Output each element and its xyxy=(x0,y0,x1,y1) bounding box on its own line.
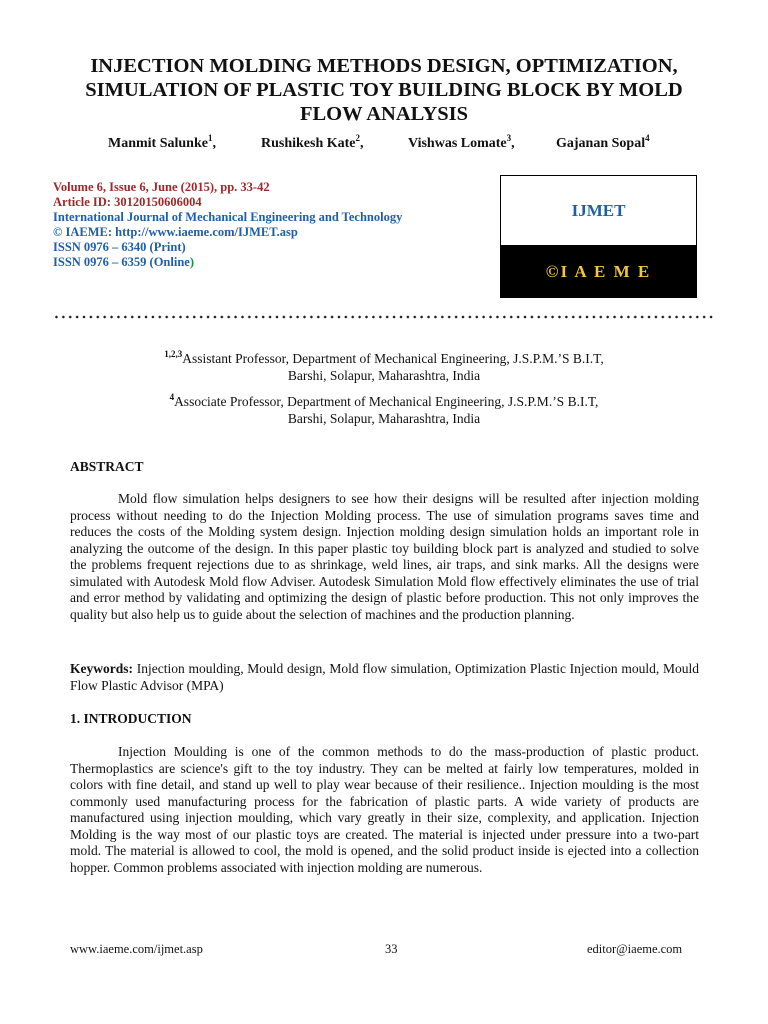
author-3: Vishwas Lomate$^3$, xyxy=(408,133,515,151)
footer-email-link[interactable]: editor@iaeme.com xyxy=(587,942,683,956)
article-id-line: Article ID: 30120150606004 xyxy=(53,195,202,209)
dotted-divider xyxy=(53,313,713,321)
copyright-link[interactable]: © IAEME: http://www.iaeme.com/IJMET.asp xyxy=(53,225,298,239)
volume-line: Volume 6, Issue 6, June (2015), pp. 33-42 xyxy=(53,180,270,194)
logo-iaeme-text: ©I A E M E xyxy=(501,245,696,298)
issn-print-line: ISSN 0976 – 6340 (Print) xyxy=(53,240,186,254)
footer-website-link[interactable]: www.iaeme.com/ijmet.asp xyxy=(70,942,203,956)
page-number: 33 xyxy=(385,942,398,956)
title-line: SIMULATION OF PLASTIC TOY BUILDING BLOCK BY MOLD xyxy=(85,79,683,101)
introduction-text: Injection Moulding is one of the common methods to do the mass-production of plastic product. Thermoplastics are science's gift to the toy industry. They can be melted at fairly low temperatures, molded in colors with fine detail, and stand up well to play wear because of their resilience.. Injection moulding is the most commonly used manufacturing process for the fabrication of plastic parts. A wide variety of products are manufactured using injection moulding, which vary greatly in their size, complexity, and application. Injection Molding is the way most of our plastic toys are created. The material is injected under pressure into a two-part mold. The material is allowed to cool, the mold is opened, and the solid product inside is ejected into a collection hopper. Common problems associated with injection molding are numerous. xyxy=(70,744,699,875)
introduction-heading: 1. INTRODUCTION xyxy=(70,711,192,726)
affiliation-2: $^4$Associate Professor, Department of Mechanical Engineering, J.S.P.M.’S B.I.T, Barshi, Solapur, Maharashtra, India xyxy=(169,392,599,426)
author-1: Manmit Salunke$^1$, xyxy=(108,133,216,151)
keywords: Keywords: Injection moulding, Mould design, Mold flow simulation, Optimization Plastic Injection mould, Mould Flow Plastic Advisor (MPA) xyxy=(70,661,699,693)
ijmet-logo xyxy=(500,175,697,298)
author-2: Rushikesh Kate$^2$, xyxy=(261,133,364,151)
abstract-text: Mold flow simulation helps designers to see how their designs will be resulted after injection molding process without needing to do the Injection Molding process. The use of simulation programs saves time and reduces the costs of the Molding system design. Injection molding design simulation holds an important role in analyzing the outcome of the design. In this paper plastic toy building block part is analyzed and studied to solve the problems frequent rejections due to as shrinkage, weld lines, air traps, and sink marks. All the designs were simulated with Autodesk Mold flow Adviser. Autodesk Simulation Mold flow effectively eliminates the use of trial and error method by validating and optimizing the design of plastic before production. This not only improves the quality but also help us to guide about the selection of machines and the production planning. xyxy=(70,491,699,622)
author-4: Gajanan Sopal$^4$ xyxy=(556,133,650,151)
logo-ijmet-text: IJMET xyxy=(571,200,626,220)
journal-meta xyxy=(53,180,402,270)
paper-title xyxy=(60,54,708,126)
title-line: INJECTION MOLDING METHODS DESIGN, OPTIMIZATION, xyxy=(90,55,678,77)
title-line: FLOW ANALYSIS xyxy=(299,103,469,125)
affiliation-1: $^{1,2,3}$Assistant Professor, Department of Mechanical Engineering, J.S.P.M.’S B.I.T, Barshi, Solapur, Maharashtra, India xyxy=(164,349,604,383)
issn-online-line: ISSN 0976 – 6359 (Online) xyxy=(53,255,195,269)
abstract-heading: ABSTRACT xyxy=(70,459,144,474)
journal-name-line: International Journal of Mechanical Engineering and Technology xyxy=(53,210,403,224)
